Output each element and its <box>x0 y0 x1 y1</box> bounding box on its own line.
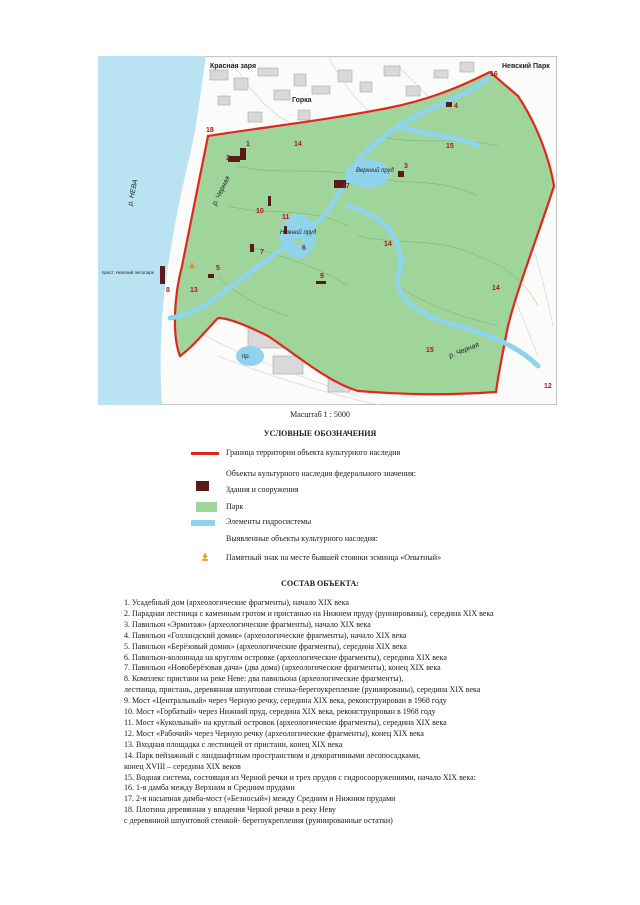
marker-8: 8 <box>166 287 170 294</box>
composition-line: 16. 1-я дамба между Верхним и Средним прудами <box>124 783 295 793</box>
label-nizhny-prud: Нижний пруд <box>280 230 317 236</box>
composition-line: 15. Водная система, состоящая из Черной речки и трех прудов с гидросооружениями, начало XIX века: <box>124 772 476 782</box>
hydro-swatch <box>191 520 215 526</box>
composition-line: с деревянной шпунтовой стенкой- берегоукрепления (руинированные остатки) <box>124 816 393 826</box>
boundary-swatch <box>191 452 219 455</box>
composition-line: 3. Павильон «Эрмитаж» (археологические фрагменты), начало XIX века <box>124 619 371 629</box>
composition-list <box>124 598 594 827</box>
composition-line: 6. Павильон-колоннада на круглом островке (археологические фрагменты), середина XIX века <box>124 652 447 662</box>
label-nevsky-park: Невский Парк <box>502 63 550 70</box>
label-river-neva: р. НЕВА <box>127 178 140 207</box>
marker-4: 4 <box>454 103 458 110</box>
legend-memorial: Памятный знак на месте бывшей стоянки эсминца «Опытный» <box>226 553 442 562</box>
marker-14b: 14 <box>384 241 392 248</box>
marker-14a: 14 <box>294 141 302 148</box>
composition-line: 7. Павильон «Новоберёзовая дача» (два дома) (археологические фрагменты), конец XIX века <box>124 663 441 673</box>
park-swatch <box>196 502 217 512</box>
marker-13: 13 <box>190 287 198 294</box>
legend-federal-header: Объекты культурного наследия федерального значения: <box>226 469 416 478</box>
territory-map <box>98 56 557 405</box>
label-river-chernaya-lower: р. Черная <box>448 341 481 360</box>
composition-line: 1. Усадебный дом (археологические фрагменты), начало XIX века <box>124 598 349 607</box>
marker-1: 1 <box>246 141 250 148</box>
composition-line: конец XVIII – середина XIX веков <box>124 761 241 771</box>
composition-line: 11. Мост «Кукольный» на круглый островок (археологические фрагменты), середина XIX века <box>124 717 447 727</box>
composition-line: 9. Мост «Центральный» через Черную речку, середина XIX века, реконструирован в 1968 году <box>124 696 447 706</box>
composition-line: 12. Мост «Рабочий» через Черную речку (археологические фрагменты), конец XIX века <box>124 728 424 738</box>
legend-hydro: Элементы гидросистемы <box>226 517 312 526</box>
legend-boundary: Граница территории объекта культурного наследия <box>226 448 401 457</box>
composition-line: лестница, пристань, деревянная шпунтовая стенка-берегоукрепление (руинированы), середина XIX века <box>124 685 481 695</box>
marker-3: 3 <box>404 163 408 170</box>
label-krasnaya-zarya: Красная заря <box>210 63 257 70</box>
legend-buildings: Здания и сооружения <box>226 485 299 494</box>
legend-identified-header: Выявленные объекты культурного наследия: <box>226 534 378 543</box>
label-pristan: прист. Невский лесопарк <box>102 270 154 275</box>
composition-line: 10. Мост «Горбатый» через Нижний пруд, середина XIX века, реконструирован в 1968 году <box>124 707 436 717</box>
marker-17: 17 <box>342 183 350 190</box>
composition-line: 2. Парадная лестница с каменным гротом и пристанью на Нижнем пруду (руинированы), середина XIX века <box>124 608 494 618</box>
composition-line: 13. Входная площадка с лестницей от пристани, конец XIX века <box>124 739 343 749</box>
scale-text: Масштаб 1 : 5000 <box>290 410 350 419</box>
marker-15b: 15 <box>426 347 434 354</box>
composition-line: 8. Комплекс пристани на реке Неве: два павильона (археологические фрагменты), <box>124 674 404 684</box>
marker-10: 10 <box>256 208 264 215</box>
label-river-chernaya-upper: р. Черная <box>211 175 232 207</box>
composition-title: СОСТАВ ОБЪЕКТА: <box>281 579 359 588</box>
marker-11: 11 <box>282 214 290 221</box>
legend-park: Парк <box>226 502 244 511</box>
marker-2: 2 <box>226 155 230 162</box>
marker-6: 6 <box>302 245 306 252</box>
marker-16: 16 <box>490 71 498 78</box>
marker-7: 7 <box>260 249 264 256</box>
marker-12: 12 <box>544 383 552 390</box>
legend-title: УСЛОВНЫЕ ОБОЗНАЧЕНИЯ <box>263 429 377 438</box>
marker-14c: 14 <box>492 285 500 292</box>
label-gorka: Горка <box>292 97 312 104</box>
composition-line: 14. Парк пейзажный с ландшафтным пространством и декоративными лесопосадками, <box>124 750 421 760</box>
marker-5: 5 <box>216 265 220 272</box>
label-pond-pr: пр. <box>242 354 251 360</box>
label-verkhny-prud: Верхний пруд <box>356 168 394 174</box>
composition-line: 4. Павильон «Голландский домик» (археологические фрагменты), начало XIX века <box>124 630 407 640</box>
marker-15a: 15 <box>446 143 454 150</box>
composition-line: 5. Павильон «Берёзовый домик» (археологические фрагменты), середина XIX века <box>124 641 407 651</box>
memorial-icon <box>201 553 209 562</box>
marker-9: 9 <box>320 273 324 280</box>
building-swatch <box>196 481 209 491</box>
marker-18: 18 <box>206 127 214 134</box>
composition-line: 18. Плотина деревянная у впадения Черной речки в реку Неву <box>124 805 336 815</box>
composition-line: 17. 2-я насыпная дамба-мост («Безносый») между Средним и Нижним прудами <box>124 794 396 804</box>
